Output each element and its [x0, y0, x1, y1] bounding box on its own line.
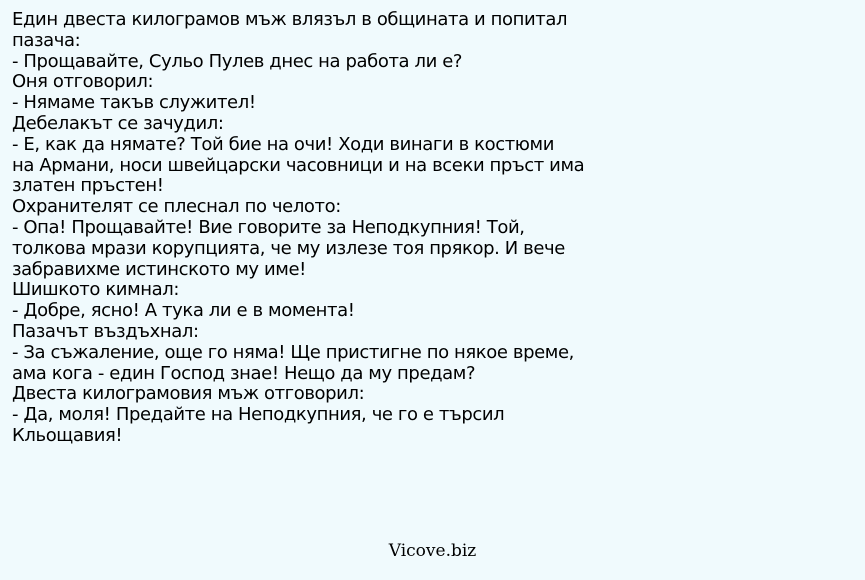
joke-line: Един двеста килограмов мъж влязъл в общината и попитал	[12, 9, 568, 30]
joke-line: - Опа! Прощавайте! Вие говорите за Неподкупния! Той,	[12, 216, 525, 238]
joke-line: Двеста килограмовия мъж отговорил:	[12, 383, 365, 405]
joke-line: Шишкото кимнал:	[12, 279, 180, 301]
site-watermark: Vicove.biz	[388, 541, 477, 561]
joke-line: - Е, как да нямате? Той бие на очи! Ходи винаги в костюми	[12, 133, 555, 155]
joke-line: на Армани, носи швейцарски часовници и на всеки пръст има	[12, 154, 585, 176]
joke-line: Кльощавия!	[12, 424, 123, 446]
joke-line: - Добре, ясно! А тука ли е в момента!	[12, 300, 355, 322]
joke-line: пазача:	[12, 29, 81, 51]
joke-line: забравихме истинското му име!	[12, 258, 306, 280]
joke-line: ама кога - един Господ знае! Нещо да му предам?	[12, 362, 476, 384]
joke-line: Оня отговорил:	[12, 71, 154, 93]
joke-line: Охранителят се плеснал по челото:	[12, 196, 341, 218]
joke-text	[12, 10, 857, 447]
joke-line: Пазачът въздъхнал:	[12, 320, 199, 342]
joke-line: - Нямаме такъв служител!	[12, 92, 256, 114]
joke-line: толкова мрази корупцията, че му излезе тоя прякор. И вече	[12, 237, 565, 259]
joke-line: - Да, моля! Предайте на Неподкупния, че го е търсил	[12, 404, 505, 426]
joke-line: Дебелакът се зачудил:	[12, 112, 224, 134]
joke-line: - За съжаление, още го няма! Ще пристигне по някое време,	[12, 341, 574, 363]
joke-line: - Прощавайте, Сульо Пулев днес на работа ли е?	[12, 50, 463, 72]
joke-line: златен пръстен!	[12, 175, 164, 197]
